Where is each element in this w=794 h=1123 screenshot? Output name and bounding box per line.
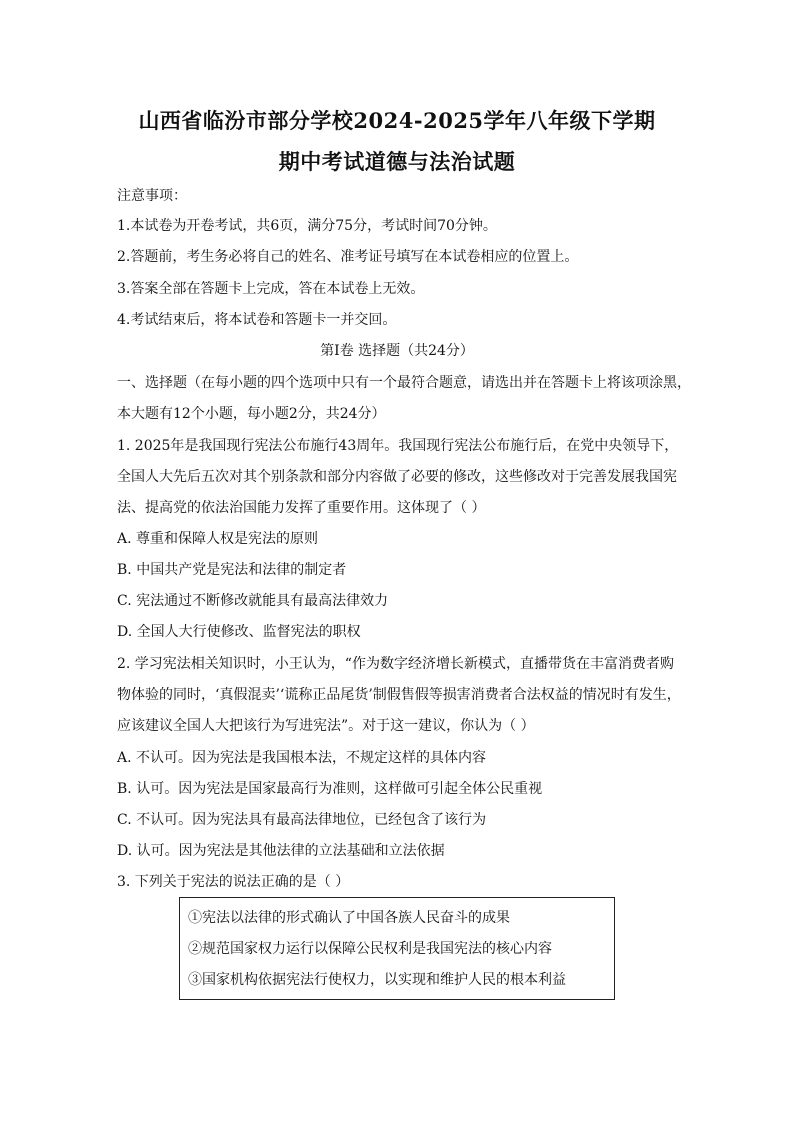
exam-title-line-2: 期中考试道德与法治试题 bbox=[278, 149, 516, 174]
question-1-option-b: B. 中国共产党是宪法和法律的制定者 bbox=[117, 562, 347, 578]
exam-title-line-1: 山西省临汾市部分学校2024-2025学年八年级下学期 bbox=[138, 108, 656, 133]
question-1-option-a: A. 尊重和保障人权是宪法的原则 bbox=[117, 531, 319, 547]
question-3-stem: 3. 下列关于宪法的说法正确的是（ ） bbox=[117, 874, 350, 890]
question-1-option-c: C. 宪法通过不断修改就能具有最高法律效力 bbox=[117, 593, 389, 609]
section-instruction: 一、选择题（在每小题的四个选项中只有一个最符合题意，请选出并在答题卡上将该项涂黑， bbox=[117, 375, 691, 391]
question-2-option-d: D. 认可。因为宪法是其他法律的立法基础和立法依据 bbox=[117, 843, 445, 859]
question-1-option-d: D. 全国人大行使修改、监督宪法的职权 bbox=[117, 624, 361, 640]
notice-item: 1.本试卷为开卷考试，共6页，满分75分，考试时间70分钟。 bbox=[117, 218, 497, 234]
statement-item: ②规范国家权力运行以保障公民权利是我国宪法的核心内容 bbox=[188, 941, 552, 957]
question-2-option-b: B. 认可。因为宪法是国家最高行为准则，这样做可引起全体公民重视 bbox=[117, 781, 543, 797]
notice-item: 3.答案全部在答题卡上完成，答在本试卷上无效。 bbox=[117, 281, 425, 297]
question-2-stem: 物体验的同时，‘真假混卖’‘谎称正品尾货’制假售假等损害消费者合法权益的情况时有发生， bbox=[117, 687, 681, 703]
statement-item: ③国家机构依据宪法行使权力，以实现和维护人民的根本利益 bbox=[188, 972, 566, 988]
question-1-stem: 1. 2025年是我国现行宪法公布施行43周年。我国现行宪法公布施行后，在党中央领导下， bbox=[117, 438, 679, 454]
question-1-stem: 全国人大先后五次对其个别条款和部分内容做了必要的修改，这些修改对于完善发展我国宪 bbox=[117, 469, 677, 485]
notice-item: 4.考试结束后，将本试卷和答题卡一并交回。 bbox=[117, 312, 397, 328]
question-2-stem: 2. 学习宪法相关知识时，小王认为，“作为数字经济增长新模式，直播带货在丰富消费者购 bbox=[117, 656, 674, 672]
question-2-stem: 应该建议全国人大把该行为写进宪法”。对于这一建议，你认为（ ） bbox=[117, 718, 535, 734]
question-2-option-c: C. 不认可。因为宪法具有最高法律地位，已经包含了该行为 bbox=[117, 812, 487, 828]
statement-item: ①宪法以法律的形式确认了中国各族人民奋斗的成果 bbox=[188, 910, 510, 926]
question-1-stem: 法、提高党的依法治国能力发挥了重要作用。这体现了（ ） bbox=[117, 500, 486, 516]
section-instruction: 本大题有12个小题，每小题2分，共24分） bbox=[117, 406, 386, 422]
question-2-option-a: A. 不认可。因为宪法是我国根本法，不规定这样的具体内容 bbox=[117, 750, 487, 766]
question-3-statement-box bbox=[179, 897, 615, 1000]
notice-item: 2.答题前，考生务必将自己的姓名、准考证号填写在本试卷相应的位置上。 bbox=[117, 249, 579, 265]
section-title: 第Ⅰ卷 选择题（共24分） bbox=[320, 343, 474, 359]
notice-heading: 注意事项： bbox=[117, 188, 187, 204]
